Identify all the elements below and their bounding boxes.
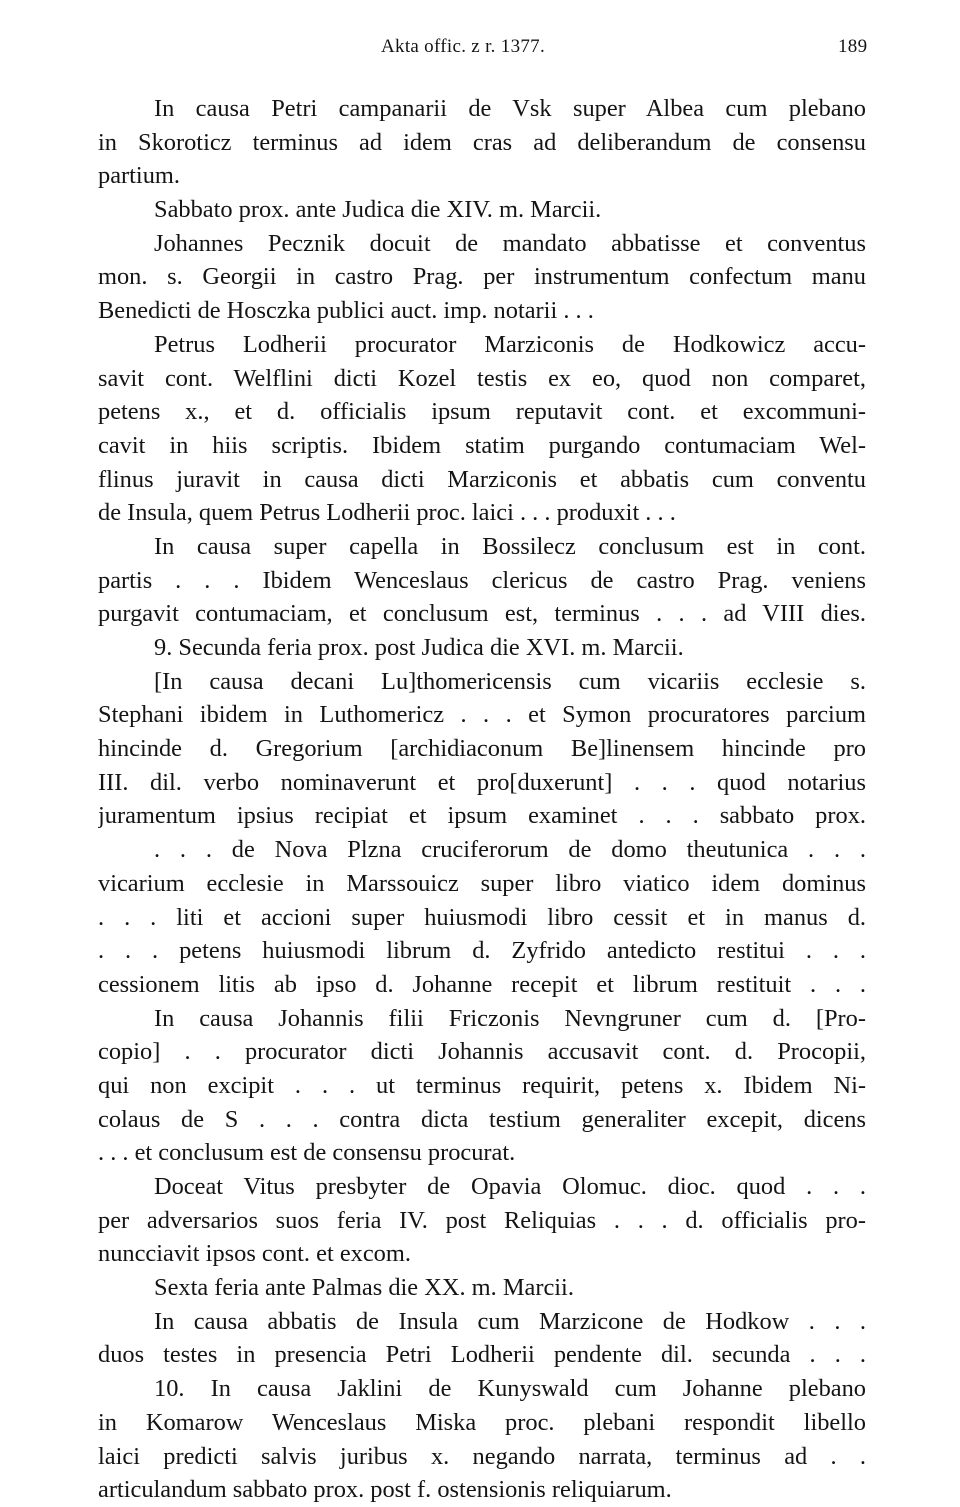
text-line: In causa Petri campanarii de Vsk super Albea cum plebano bbox=[154, 95, 866, 122]
text-line: laici predicti salvis juribus x. negando narrata, terminus ad . . bbox=[98, 1442, 866, 1470]
text-line: partium. bbox=[98, 162, 180, 190]
text-line: Petrus Lodherii procurator Marziconis de Hodkowicz accu- bbox=[154, 330, 866, 358]
text-line: Sabbato prox. ante Judica die XIV. m. Marcii. bbox=[154, 196, 602, 224]
text-line: Sexta feria ante Palmas die XX. m. Marcii. bbox=[154, 1274, 574, 1302]
header-title: Akta offic. z r. 1377. bbox=[381, 36, 546, 57]
text-line: In causa abbatis de Insula cum Marzicone de Hodkow . . . bbox=[154, 1307, 866, 1335]
text-line: mon. s. Georgii in castro Prag. per instrumentum confectum manu bbox=[98, 263, 866, 291]
text-line: de Insula, quem Petrus Lodherii proc. laici . . . produxit . . . bbox=[98, 499, 676, 527]
page-number: 189 bbox=[838, 36, 868, 57]
text-line: in Skoroticz terminus ad idem cras ad deliberandum de consensu bbox=[98, 128, 866, 156]
text-line: [In causa decani Lu]thomericensis cum vicariis ecclesie s. bbox=[154, 667, 866, 695]
text-line: 9. Secunda feria prox. post Judica die XVI. m. Marcii. bbox=[154, 634, 684, 661]
text-line: per adversarios suos feria IV. post Reliquias . . . d. officialis pro- bbox=[98, 1206, 866, 1234]
text-line: Johannes Pecznik docuit de mandato abbatisse et conventus bbox=[154, 229, 866, 257]
text-line: Stephani ibidem in Luthomericz . . . et Symon procuratores parcium bbox=[98, 701, 866, 729]
text-line: hincinde d. Gregorium [archidiaconum Be]linensem hincinde pro bbox=[98, 735, 866, 763]
text-line: flinus juravit in causa dicti Marziconis et abbatis cum conventu bbox=[98, 465, 866, 493]
text-line: . . . liti et accioni super huiusmodi libro cessit et in manus d. bbox=[98, 903, 866, 931]
text-line: . . . de Nova Plzna cruciferorum de domo theutunica . . . bbox=[154, 836, 866, 864]
text-line: nuncciavit ipsos cont. et excom. bbox=[98, 1240, 411, 1268]
text-line: articulandum sabbato prox. post f. ostensionis reliquiarum. bbox=[98, 1476, 672, 1504]
text-line: . . . et conclusum est de consensu procurat. bbox=[98, 1139, 516, 1167]
text-line: purgavit contumaciam, et conclusum est, terminus . . . ad VIII dies. bbox=[98, 600, 866, 628]
text-line: in Komarow Wenceslaus Miska proc. plebani respondit libello bbox=[98, 1408, 866, 1436]
text-line: savit cont. Welflini dicti Kozel testis ex eo, quod non comparet, bbox=[98, 364, 866, 392]
text-line: III. dil. verbo nominaverunt et pro[duxerunt] . . . quod notarius bbox=[98, 768, 866, 796]
text-line: In causa Johannis filii Friczonis Nevngruner cum d. [Pro- bbox=[154, 1004, 866, 1032]
text-line: colaus de S . . . contra dicta testium generaliter excepit, dicens bbox=[98, 1105, 866, 1133]
text-line: duos testes in presencia Petri Lodherii pendente dil. secunda . . . bbox=[98, 1341, 866, 1369]
text-line: juramentum ipsius recipiat et ipsum examinet . . . sabbato prox. bbox=[98, 802, 866, 830]
text-line: Doceat Vitus presbyter de Opavia Olomuc. dioc. quod . . . bbox=[154, 1173, 866, 1200]
text-line: cessionem litis ab ipso d. Johanne recepit et librum restituit . . . bbox=[98, 970, 866, 998]
text-line: Benedicti de Hosczka publici auct. imp. notarii . . . bbox=[98, 297, 594, 325]
text-line: . . . petens huiusmodi librum d. Zyfrido antedicto restitui . . . bbox=[98, 937, 866, 965]
running-header bbox=[0, 36, 960, 66]
text-line: 10. In causa Jaklini de Kunyswald cum Johanne plebano bbox=[154, 1375, 866, 1403]
text-line: cavit in hiis scriptis. Ibidem statim purgando contumaciam Wel- bbox=[98, 431, 866, 459]
text-body bbox=[98, 92, 866, 1507]
text-line: petens x., et d. officialis ipsum reputavit cont. et excommuni- bbox=[98, 398, 866, 426]
text-line: copio] . . procurator dicti Johannis accusavit cont. d. Procopii, bbox=[98, 1038, 866, 1066]
text-line: partis . . . Ibidem Wenceslaus clericus de castro Prag. veniens bbox=[98, 566, 866, 594]
text-line: vicarium ecclesie in Marssouicz super libro viatico idem dominus bbox=[98, 869, 866, 897]
text-line: In causa super capella in Bossilecz conclusum est in cont. bbox=[154, 532, 866, 560]
text-line: qui non excipit . . . ut terminus requirit, petens x. Ibidem Ni- bbox=[98, 1071, 866, 1099]
